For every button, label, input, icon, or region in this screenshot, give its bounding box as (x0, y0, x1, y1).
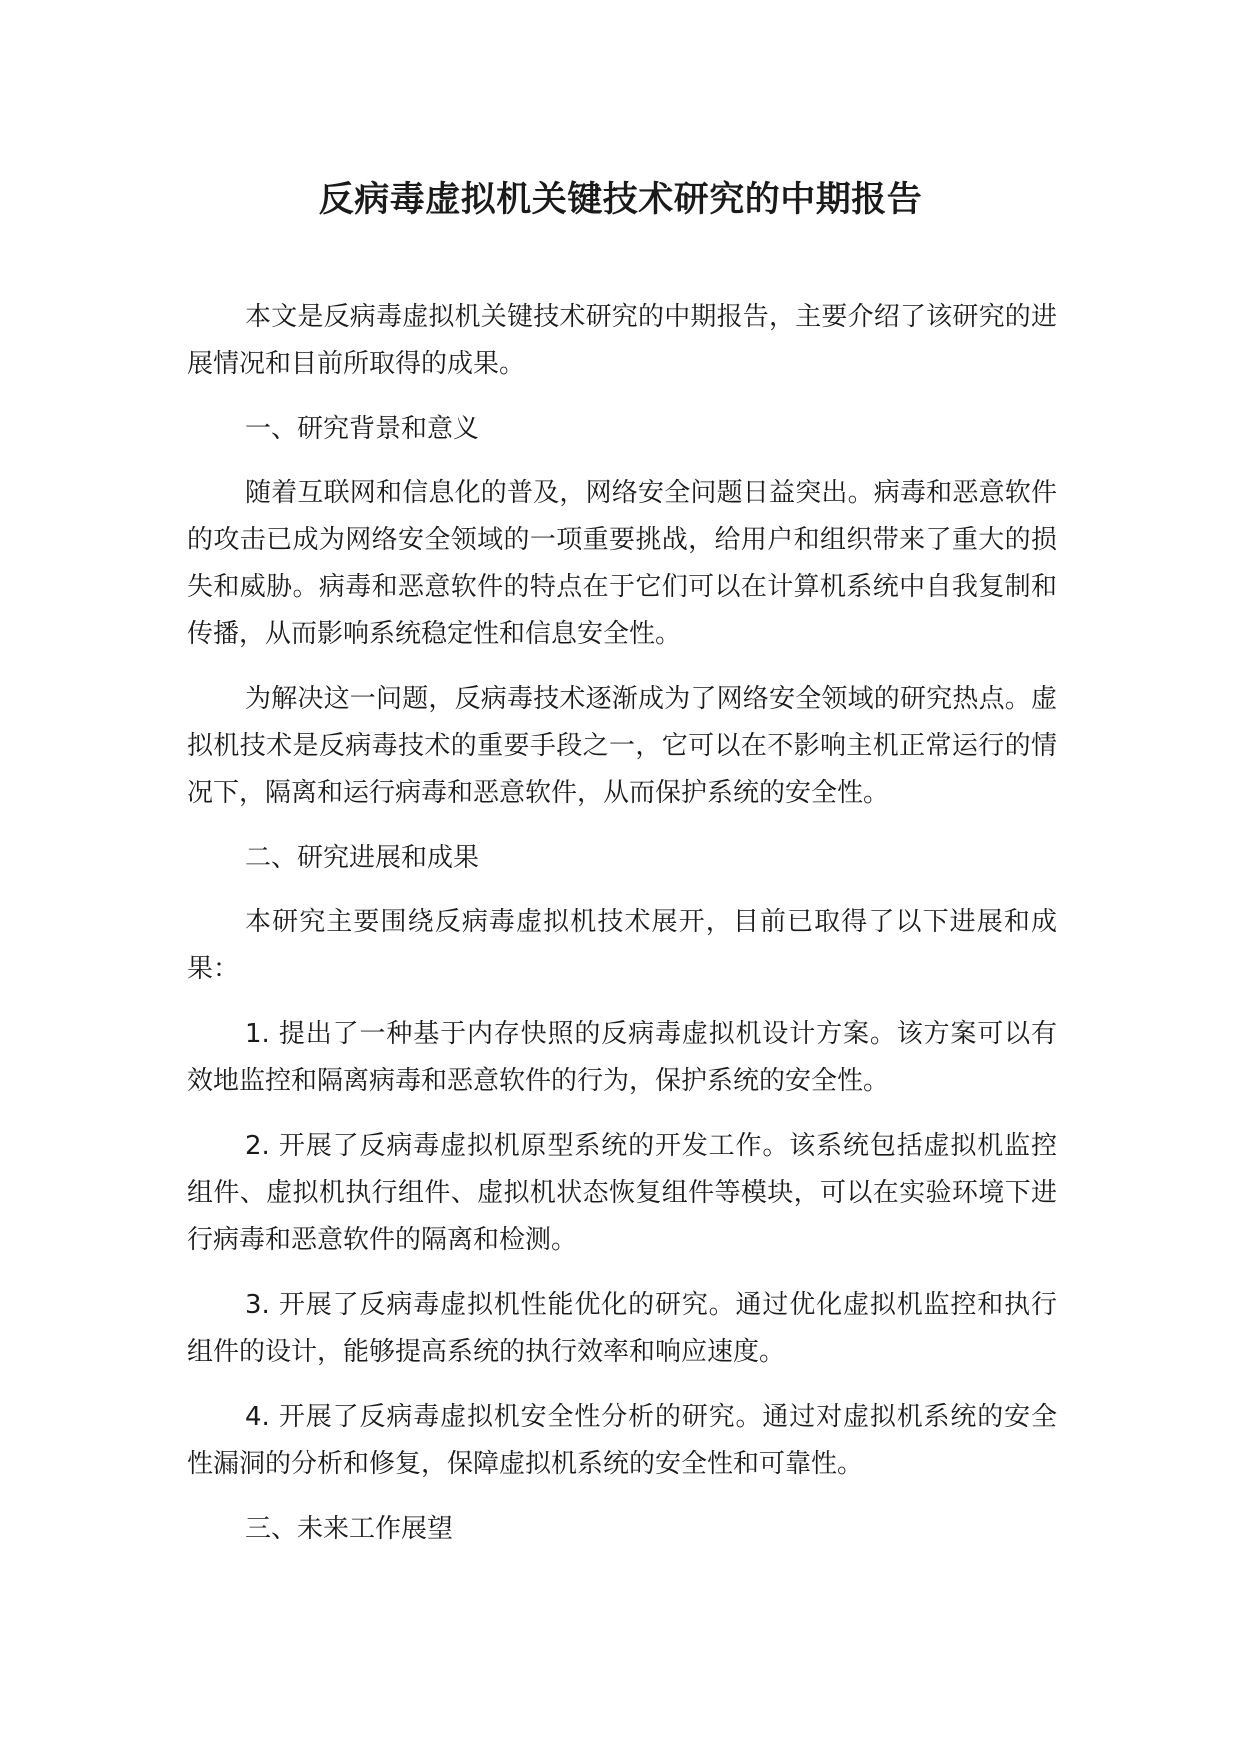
background-paragraph-1: 随着互联网和信息化的普及，网络安全问题日益突出。病毒和恶意软件的攻击已成为网络安全领域的一项重要挑战，给用户和组织带来了重大的损失和威胁。病毒和恶意软件的特点在于它们可以在计算机系统中自我复制和传播，从而影响系统稳定性和信息安全性。 (187, 478, 1057, 649)
progress-lead-paragraph: 本研究主要围绕反病毒虚拟机技术展开，目前已取得了以下进展和成果： (187, 907, 1057, 984)
section-heading-background: 一、研究背景和意义 (245, 414, 480, 444)
section-heading-progress: 二、研究进展和成果 (245, 843, 480, 873)
document-title: 反病毒虚拟机关键技术研究的中期报告 (318, 180, 923, 220)
intro-paragraph: 本文是反病毒虚拟机关键技术研究的中期报告，主要介绍了该研究的进展情况和目前所取得的成果。 (187, 302, 1057, 379)
progress-item-2: 2. 开展了反病毒虚拟机原型系统的开发工作。该系统包括虚拟机监控组件、虚拟机执行组件、虚拟机状态恢复组件等模块，可以在实验环境下进行病毒和恶意软件的隔离和检测。 (187, 1131, 1057, 1255)
document-body (187, 294, 1057, 1570)
background-paragraph-2: 为解决这一问题，反病毒技术逐渐成为了网络安全领域的研究热点。虚拟机技术是反病毒技术的重要手段之一，它可以在不影响主机正常运行的情况下，隔离和运行病毒和恶意软件，从而保护系统的安全性。 (187, 684, 1057, 808)
progress-item-4: 4. 开展了反病毒虚拟机安全性分析的研究。通过对虚拟机系统的安全性漏洞的分析和修复，保障虚拟机系统的安全性和可靠性。 (187, 1402, 1057, 1479)
section-heading-future: 三、未来工作展望 (245, 1514, 454, 1544)
progress-item-3: 3. 开展了反病毒虚拟机性能优化的研究。通过优化虚拟机监控和执行组件的设计，能够提高系统的执行效率和响应速度。 (187, 1290, 1057, 1367)
progress-item-1: 1. 提出了一种基于内存快照的反病毒虚拟机设计方案。该方案可以有效地监控和隔离病毒和恶意软件的行为，保护系统的安全性。 (187, 1019, 1057, 1096)
